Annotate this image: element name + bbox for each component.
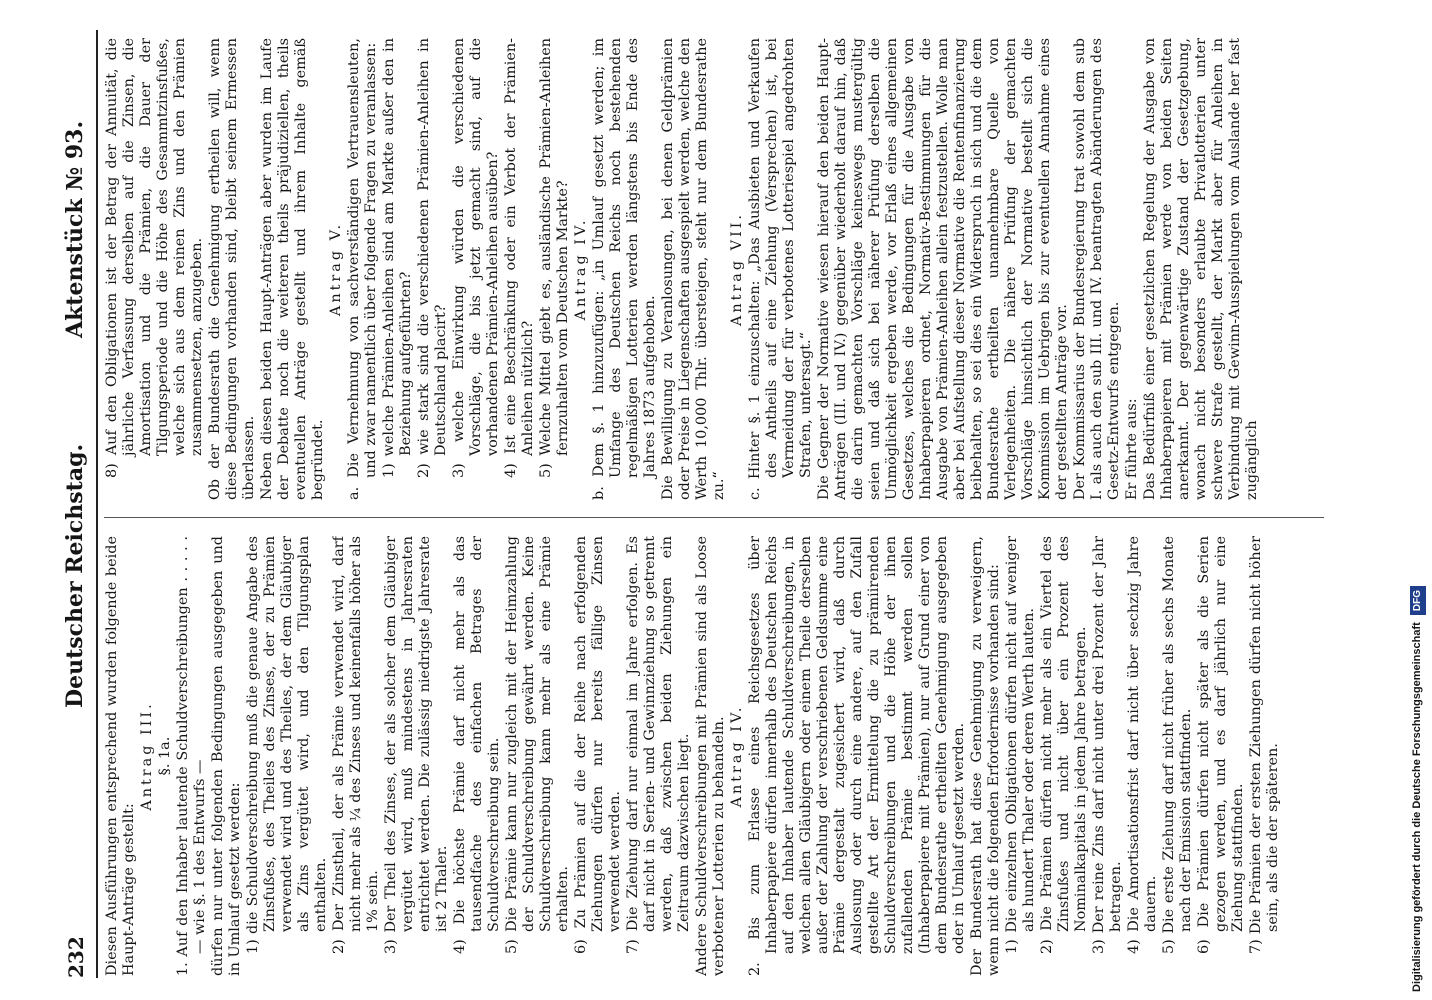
paragraph: Neben diesen beiden Haupt-Anträgen aber wurden im Laufe der Debatte noch die weiteren theils präjudiziellen, theils eventuellen Anträge gestellt und ihrem Inhalte gemäß begründet. (259, 38, 326, 500)
masthead (56, 30, 98, 978)
list-item: 3) welche Einwirkung würden die verschiedenen Vorschläge, die bis jetzt gemacht sind, auf die vorhandenen Prämien-Anleihen ausüben? (451, 38, 501, 478)
paragraph: Der Bundesrath hat diese Genehmigung zu verweigern, wenn nicht die folgenden Erfordernisse vorhanden sind: (969, 536, 1002, 976)
document-number: Aktenstück № 93. (62, 120, 88, 338)
list-item: 3) Der reine Zins darf nicht unter drei Prozent der Jahr betragen. (1091, 536, 1124, 954)
list-item: 5) Die erste Ziehung darf nicht früher als sechs Monate nach der Emission stattfinden. (1161, 536, 1194, 954)
list-item: 2) Der Zinstheil, der als Prämie verwendet wird, darf nicht mehr als ¼ des Zinses und keinenfalls höher als 1% sein. (331, 536, 381, 954)
funding-notice-strip (1406, 8, 1428, 992)
paragraph: a. Die Vernehmung von sachverständigen Vertrauensleuten, und zwar namentlich über folgende Fragen zu veranlassen: (346, 38, 379, 500)
section-heading: Antrag III. (139, 701, 155, 811)
list-item: 1) welche Prämien-Anleihen sind am Markte außer den in Beziehung aufgeführten? (381, 38, 414, 478)
funding-notice (1406, 8, 1428, 992)
list-item: 2) Die Prämien dürfen nicht mehr als ein Viertel des Zinsfußes und nicht über ein Prozent des Nominalkapitals in jedem Jahre betragen. (1039, 536, 1089, 954)
paragraph: b. Dem §. 1 hinzuzufügen: „in Umlauf gesetzt werden; im Umfange des Deutschen Reichs noch bestehenden regelmäßigen Lotterien werden längstens bis Ende des Jahres 1873 aufgehoben. (591, 38, 658, 500)
section-heading: Antrag IV. (729, 704, 745, 808)
list-item: 4) Ist eine Beschränkung oder ein Verbot der Prämien-Anleihen nützlich? (503, 38, 536, 478)
list-item: 5) Die Prämie kann nur zugleich mit der Heimzahlung der Schuldverschreibung gewährt werden. Keine Schuldverschreibung kann mehr als eine Prämie erhalten. (504, 536, 571, 954)
list-item: 4) Die höchste Prämie darf nicht mehr als das tausendfache des einfachen Betrages der Schuldverschreibung sein. (452, 536, 502, 954)
list-item: 1) Die einzelnen Obligationen dürfen nicht auf weniger als hundert Thaler oder deren Werth lauten. (1004, 536, 1037, 954)
list-item: 5) Welche Mittel giebt es, ausländische Prämien-Anleihen fernzuhalten vom Deutschen Markte? (538, 38, 571, 478)
list-item: 6) Zu Prämien auf die der Reihe nach erfolgenden Ziehungen dürfen nur bereits fällige Zinsen verwendet werden. (573, 536, 623, 954)
section-heading: Antrag V. (328, 221, 344, 317)
paragraph: dürfen nur unter folgenden Bedingungen ausgegeben und in Umlauf gesetzt werden: (210, 536, 243, 976)
list-item: 4) Die Amortisationsfrist darf nicht über sechzig Jahre dauern. (1126, 536, 1159, 954)
list-item: 2) wie stark sind die verschiedenen Prämien-Anleihen in Deutschland placirt? (416, 38, 449, 478)
paragraph: c. Hinter §. 1 einzuschalten: „Das Ausbieten und Verkaufen des Antheils auf eine Ziehung (Versprechen) ist, bei Vermeidung der für verbotenes Lotteriespiel angedrohten Strafen, untersagt.“ (747, 38, 814, 500)
list-item: 3) Der Theil des Zinses, der als solcher dem Gläubiger vergütet wird, muß mindestens in Jahresraten entrichtet werden. Die zulässig niedrigste Jahresrate ist 2 Thaler. (383, 536, 450, 954)
section-heading: §. 1a. (157, 736, 173, 776)
paragraph: Ob der Bundesrath die Genehmigung ertheilen will, wenn diese Bedingungen vorhanden sind, bleibt seinem Ermessen überlassen. (207, 38, 257, 500)
list-item: 6) Die Prämien dürfen nicht später als die Serien gezogen werden, und es darf jährlich nur eine Ziehung stattfinden. (1196, 536, 1246, 954)
right-text-column (104, 38, 1324, 500)
paragraph: Er führte aus: (1124, 398, 1140, 500)
paragraph: Diesen Ausführungen entsprechend wurden folgende beide Haupt-Anträge gestellt: (104, 536, 137, 976)
funding-notice-text: Digitalisierung gefördert durch die Deutsche Forschungsgemeinschaft (1411, 622, 1423, 992)
section-heading: Antrag IV. (573, 217, 589, 321)
paragraph: 2. Bis zum Erlasse eines Reichsgesetzes über Inhaberpapiere dürfen innerhalb des Deutschen Reichs auf den Inhaber lautende Schuldverschreibungen, in welchen allen Gläubigern oder einem Theile derselben außer der Zahlung der verschriebenen Geldsumme eine Prämie dergestalt zugesichert wird, daß durch Auslosung oder durch eine andere, auf den Zufall gestellte Art der Ermittelung die zu prämiirenden Schuldverschreibungen und die Höhe der ihnen zufallenden Prämie bestimmt werden sollen (Inhaberpapiere mit Prämien), nur auf Grund einer von dem Bundesrathe ertheilten Genehmigung ausgegeben oder in Umlauf gesetzt werden. (747, 536, 967, 976)
list-item: 8) Auf den Obligationen ist der Betrag der Annuität, die jährliche Verfassung derselben auf die Zinsen, die Amortisation und die Prämien, die Dauer der Tilgungsperiode und die Höhe des Gesammtzinsfußes, welche sich aus dem reinen Zins und den Prämien zusammensetzen, anzugeben. (104, 38, 205, 478)
paragraph: Der Kommissarius der Bundesregierung trat sowohl dem sub I. als auch den sub III. und IV. beantragten Abänderungen des Gesetz-Entwurfs entgegen. (1072, 38, 1122, 500)
page-title: Deutscher Reichstag. (62, 443, 88, 708)
section-heading: Antrag VII. (729, 211, 745, 327)
page-number: 232 (64, 936, 88, 978)
paragraph: Das Bedürfniß einer gesetzlichen Regelung der Ausgabe von Inhaberpapieren mit Prämien werde von beiden Seiten anerkannt. Der gegenwärtige Zustand der Gesetzgebung, wonach nicht besonders erlaubte Privatlotterien unter schwere Strafe gestellt, der Markt aber für Anleihen in Verbindung mit Gewinn-Ausspielungen vom Auslande her fast zugänglich (1142, 38, 1260, 500)
list-item: 7) Die Ziehung darf nur einmal im Jahre erfolgen. Es darf nicht in Serien- und Gewinnziehung so getrennt werden, daß zwischen beiden Ziehungen ein Zeitraum dazwischen liegt. (625, 536, 692, 954)
list-item: 7) Die Prämien der ersten Ziehungen dürfen nicht höher sein, als die der späteren. (1248, 536, 1281, 954)
paragraph: Die Bewilligung zu Veranlosungen, bei denen Geldprämien oder Preise in Liegenschaften ausgespielt werden, welche den Werth 10,000 Thlr. übersteigen, steht nur dem Bundesrathe zu.“ (660, 38, 727, 500)
column-divider (104, 517, 1324, 518)
paragraph: 1. Auf den Inhaber lautende Schuldverschreibungen . . . . . — wie §. 1 des Entwurfs — (175, 536, 208, 976)
paragraph: Andere Schuldverschreibungen mit Prämien sind als Loose verbotener Lotterien zu behandeln. (694, 536, 727, 976)
list-item: 1) die Schuldverschreibung muß die genaue Angabe des Zinsfußes, des Theiles des Zinses, der zu Prämien verwendet wird und des Theiles, der dem Gläubiger als Zins vergütet wird, und den Tilgungsplan enthalten. (245, 536, 329, 954)
paragraph: Die Gegner der Normative wiesen hierauf den beiden Haupt-Anträgen (III. und IV.) gegenüber wiederholt darauf hin, daß die darin gemachten Vorschläge keineswegs mustergültig seien und daß sich bei näherer Prüfung derselben die Unmöglichkeit ergeben werde, vor Erlaß eines allgemeinen Gesetzes, welches die Bedingungen für die Ausgabe von Inhaberpapieren ordnet, Normativ-Bestimmungen für die Ausgabe von Prämien-Anleihen allein festzustellen. Wolle man aber bei Aufstellung dieser Normative die Rentenfinanzierung beibehalten, so sei dies ein Widerspruch in sich und die dem Bundesrathe ertheilten unannehmbare Quelle von Verlegenheiten. Die nähere Prüfung der gemachten Vorschläge hinsichtlich der Normative bestellt sich die Kommission im Uebrigen bis zur eventuellen Annahme eines der gestellten Anträge vor. (816, 38, 1070, 500)
dfg-logo: DFG (1410, 586, 1426, 615)
left-text-column (104, 536, 1324, 976)
